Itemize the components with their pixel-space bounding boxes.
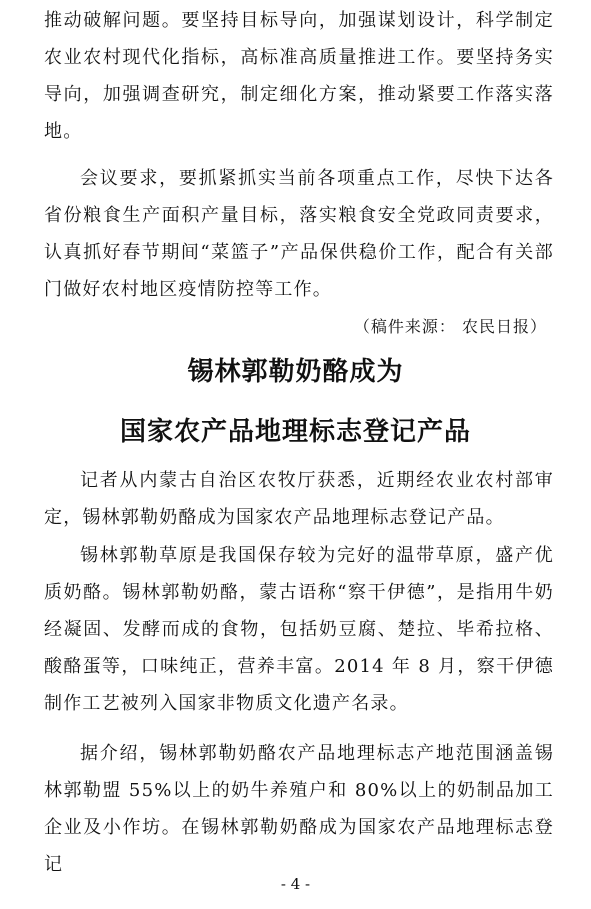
intro-paragraph-meeting-requirements: 会议要求，要抓紧抓实当前各项重点工作，尽快下达各省份粮食生产面积产量目标，落实粮食安全党政同责要求，认真抓好春节期间“菜篮子”产品保供稳价工作，配合有关部门做好农村地区疫情防控等工作。: [44, 168, 554, 300]
article-paragraph-grassland-cheese: 锡林郭勒草原是我国保存较为完好的温带草原，盛产优质奶酪。锡林郭勒奶酪，蒙古语称“察干伊德”，是指用牛奶经凝固、发酵而成的食物，包括奶豆腐、楚拉、毕希拉格、酸酪蛋等，口味纯正，营养丰富。2014 年 8 月，察干伊德制作工艺被列入国家非物质文化遗产名录。: [44, 545, 554, 714]
article-paragraph-approval: 记者从内蒙古自治区农牧厅获悉，近期经农业农村部审定，锡林郭勒奶酪成为国家农产品地理标志登记产品。: [44, 470, 554, 528]
article-source-credit: （稿件来源： 农民日报）: [353, 317, 547, 336]
article-title-line-2: 国家农产品地理标志登记产品: [119, 417, 471, 447]
page-number: - 4 -: [280, 875, 311, 893]
intro-paragraph-continued: 推动破解问题。要坚持目标导向，加强谋划设计，科学制定农业农村现代化指标，高标准高质量推进工作。要坚持务实导向，加强调查研究，制定细化方案，推动紧要工作落实落地。: [44, 10, 554, 142]
article-paragraph-production-area: 据介绍，锡林郭勒奶酪农产品地理标志产地范围涵盖锡林郭勒盟 55%以上的奶牛养殖户和 80%以上的奶制品加工企业及小作坊。在锡林郭勒奶酪成为国家农产品地理标志登记: [44, 743, 554, 875]
article-title-line-1: 锡林郭勒奶酪成为: [187, 357, 404, 387]
